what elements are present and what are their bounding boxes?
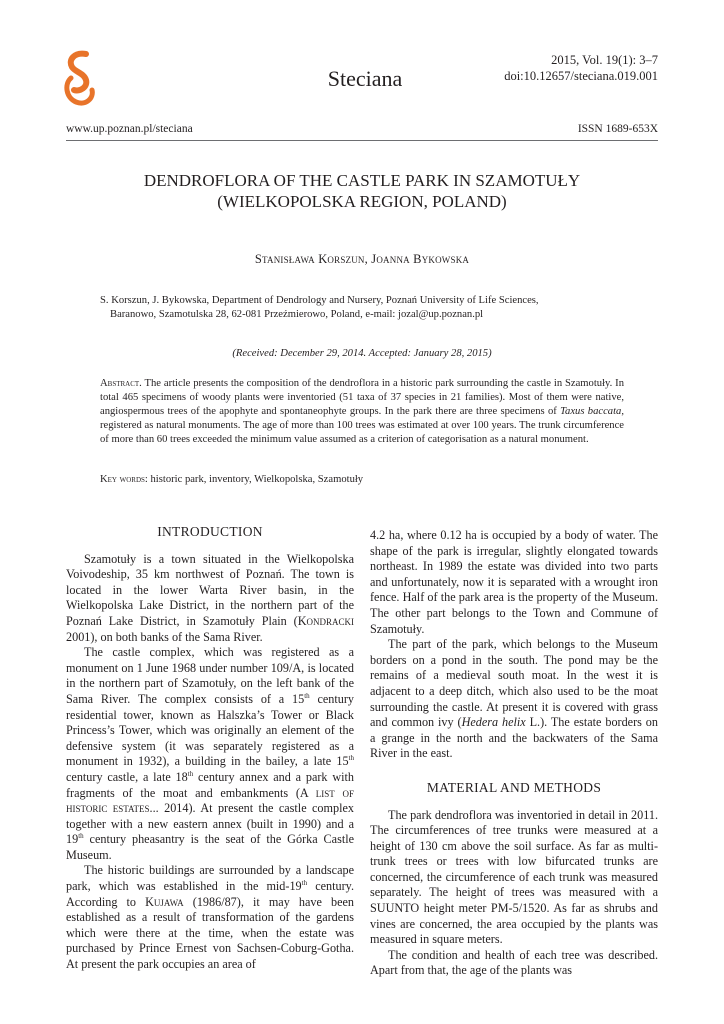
received-dates: (Received: December 29, 2014. Accepted: January 28, 2015) [232, 348, 492, 359]
section-heading-methods: MATERIAL AND METHODS [426, 779, 602, 795]
citation-volume: 2015, Vol. 19(1): 3–7 [551, 53, 658, 67]
species-name: Taxus baccata [560, 405, 622, 417]
article-title-line2: (WIELKOPOLSKA REGION, POLAND) [217, 192, 507, 211]
paragraph: The historic buildings are surrounded by a landscape park, which was established in the mid-19th century. According to Kujawa (1986/87), it may have been established as a result of transformation of the gardens which were there at the time, when the estate was purchased by Prince Ernest von Sachsen-Coburg-Gotha. At present the park occupies an area of [66, 863, 354, 972]
paragraph: Szamotuły is a town situated in the Wielkopolska Voivodeship, 35 km northwest of Poznań. The town is located in the lower Warta River basin, in the Wielkopolska Lake District, in the northern part of the Poznań Lake District, in Szamotuły Plain (Kondracki 2001), on both banks of the Sama River. [66, 551, 354, 644]
affiliation-line2: Baranowo, Szamotulska 28, 62-081 Przeźmierowo, Poland, e-mail: jozal@up.poznan.pl [110, 309, 484, 320]
affiliation [100, 294, 630, 322]
right-column [370, 528, 658, 979]
left-column [66, 524, 354, 973]
paragraph: 4.2 ha, where 0.12 ha is occupied by a body of water. The shape of the park is irregular, slightly elongated towards northeast. In 1989 the estate was divided into two parts and unfortunately, now it is separated with a wrought iron fence. Half of the park area is the property of the Museum. The other part belongs to the Town and Commune of Szamotuły. [370, 528, 658, 636]
journal-url[interactable]: www.up.poznan.pl/steciana [66, 123, 193, 135]
affiliation-line1: S. Korszun, J. Bykowska, Department of Dendrology and Nursery, Poznań University of Life Sciences, [100, 295, 539, 306]
authors: Stanisława Korszun, Joanna Bykowska [254, 252, 470, 266]
paragraph: The park dendroflora was inventoried in detail in 2011. The circumferences of tree trunks were measured at a height of 130 cm above the soil surface. As far as multi-trunk trees or trees with low bifurcated trunks are concerned, the circumference of each trunk was measured separately. The height of trees was measured with a SUUNTO height meter PM-5/1520. As far as shrubs and vines are concerned, the area occupied by the plants was measured in square meters. [370, 807, 658, 947]
abstract: Abstract. The article presents the composition of the dendroflora in a historic park surrounding the castle in Szamotuły. In total 465 specimens of woody plants were inventoried (51 taxa of 37 species in 21 families). Most of them were native, angiospermous trees of the apophyte and spontaneophyte groups. In the park there are three specimens of Taxus baccata, registered as natural monuments. The age of more than 100 trees was estimated at over 100 years. The trunk circumference of more than 60 trees exceeded the minimum value assumed as a criterion of categorisation as a natural monument. [100, 378, 624, 445]
article-title [66, 170, 658, 212]
citation-block [504, 52, 658, 84]
paragraph: The condition and health of each tree was described. Apart from that, the age of the plants was [370, 947, 658, 978]
journal-logo-icon [62, 50, 96, 106]
abstract-label: Abstract [100, 378, 140, 389]
keywords-label: Key words [100, 474, 145, 485]
article-title-line1: DENDROFLORA OF THE CASTLE PARK IN SZAMOTUŁY [143, 171, 581, 190]
citation-doi: doi:10.12657/steciana.019.001 [504, 69, 658, 83]
paragraph: The part of the park, which belongs to the Museum borders on a pond in the south. The pond may be the remains of a medieval south moat. In the west it is adjacent to a deep ditch, which also used to be the moat surrounding the castle. At present it is covered with grass and common ivy (Hedera helix L.). The estate borders on a grange in the north and the backwaters of the Sama River in the east. [370, 637, 658, 761]
keywords: Key words: historic park, inventory, Wielkopolska, Szamotuły [100, 474, 364, 485]
header-divider [66, 140, 658, 141]
paragraph: The castle complex, which was registered as a monument on 1 June 1968 under number 109/A, is located in the northern part of Szamotuły, on the left bank of the Sama River. The complex consists of a 15th century residential tower, known as Halszka’s Tower or Black Princess’s Tower, which was originally an element of the defensive system (it was separately registered as a monument in 1932), a building in the bailey, a late 15th century castle, a late 18th century annex and a park with fragments of the moat and embankments (A list of historic estates... 2014). At present the castle complex together with a new eastern annex (built in 1990) and a 19th century pheasantry is the seat of the Górka Castle Museum. [66, 645, 354, 862]
journal-title: Steciana [327, 66, 403, 91]
section-heading-introduction: INTRODUCTION [157, 524, 263, 539]
issn: ISSN 1689-653X [577, 123, 658, 135]
